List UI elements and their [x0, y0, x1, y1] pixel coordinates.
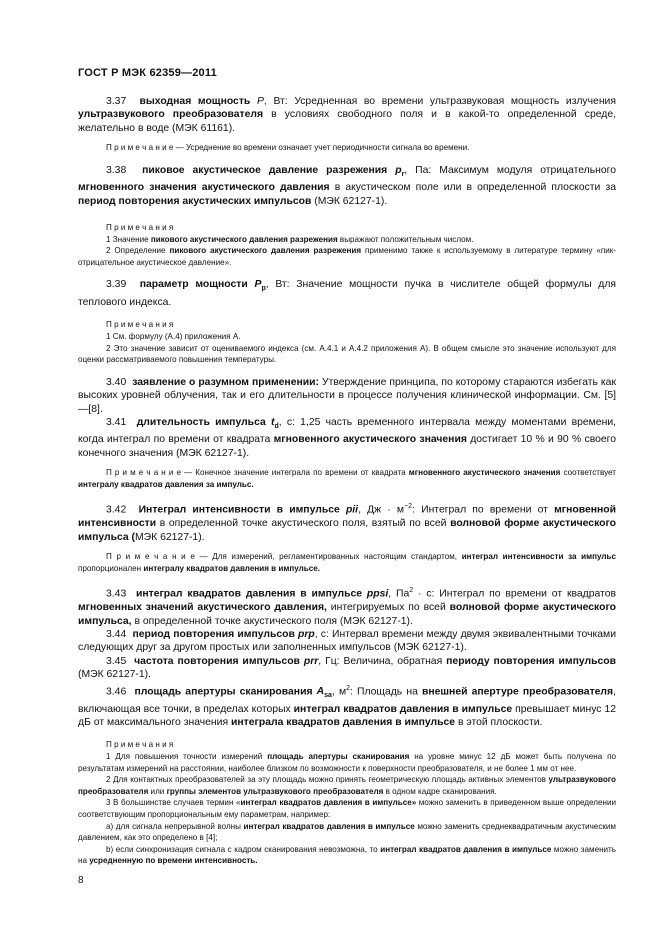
notes-label: П р и м е ч а н и я — [106, 223, 174, 233]
term-ref: интеграл квадратов давления в импульсе — [380, 844, 552, 854]
term: заявление о разумном применении: — [132, 376, 319, 388]
symbol-sub: sa — [324, 692, 332, 700]
clause-3-45 — [78, 655, 616, 682]
text: на уровне минус 12 дБ может быть получена по результатам измерений на расстоянии, наиболее близком по возможности к поверхности преобразователя, и не более 1 мм от нее. — [78, 752, 616, 773]
text: пропорционален — [78, 563, 144, 573]
term-ref: мгновенного акустического значения — [273, 434, 467, 446]
term: частота повторения импульсов — [134, 655, 300, 667]
text: 2 Определение — [106, 246, 170, 256]
note-3-41 — [78, 467, 616, 490]
term-ref: ультразвукового преобразователя — [78, 775, 616, 796]
note-2: 2 Это значение зависит от оцениваемого индекса (см. А.4.1 и А.4.2 приложения А). В общем смысле это значение используют для оценки рассматриваемого повышения температуры. — [78, 343, 616, 365]
note-1: 1 См. формулу (А.4) приложения А. — [106, 331, 241, 341]
symbol: ppsi — [366, 588, 389, 600]
clause-number: 3.37 — [106, 96, 127, 107]
text: 3 В большинстве случаев термин « — [106, 798, 241, 808]
term-ref: волновой форме акустического импульса ( — [78, 518, 617, 543]
text: можно заменить на — [78, 844, 616, 866]
clause-number: 3.42 — [106, 504, 127, 516]
term-ref: площадь апертуры сканирования — [267, 752, 410, 761]
note-1 — [78, 751, 616, 774]
clause-number: 3.43 — [106, 588, 127, 600]
term: Интеграл интенсивности в импульсе — [138, 504, 340, 516]
clause-number: 3.41 — [106, 416, 127, 428]
term-ref: мгновенных значений акустического давления, — [78, 602, 327, 614]
symbol-sub: p — [261, 285, 266, 293]
term-ref: пикового акустического давления разрежения — [169, 246, 362, 256]
term: интеграл квадратов давления в импульсе — [135, 588, 363, 600]
document-header: ГОСТ Р МЭК 62359—2011 — [78, 67, 217, 79]
text: в определенной точке акустического поля (МЭК 62127-1). — [131, 615, 413, 627]
superscript: 2 — [409, 587, 414, 595]
symbol: P — [254, 279, 262, 291]
text: достигает 10 % и 90 % своего конечного значения (МЭК 62127-1). — [78, 434, 617, 459]
term-ref: интегралу квадратов давления в импульсе. — [143, 563, 321, 573]
term-ref: пикового акустического давления разрежения — [150, 234, 338, 244]
notes-label: П р и м е ч а н и я — [106, 320, 174, 330]
text: , с: 1,25 часть временного интервала между моментами времени, когда интеграл по времени от квадрата — [78, 416, 617, 446]
note-label: П р и м е ч а н и е — [106, 143, 174, 153]
text: 1 Для повышения точности измерений — [106, 752, 268, 761]
text: : Площадь на — [350, 686, 422, 698]
text: b) если синхронизация сигнала с кадром сканирования невозможна, то — [106, 844, 381, 854]
note-2 — [78, 245, 616, 268]
term-ref: интеграл квадратов давления в импульсе — [243, 821, 415, 831]
clause-3-41 — [78, 416, 616, 460]
text: (МЭК 62127-1). — [78, 669, 152, 681]
term-ref: мгновенного акустического значения — [408, 468, 561, 478]
text: соответствует — [560, 468, 616, 478]
term-ref: ультразвукового преобразователя — [78, 109, 264, 121]
term-ref: интегралу квадратов давления за импульс. — [78, 479, 254, 489]
term-ref: период повторения акустических импульсов — [78, 195, 312, 207]
notes-label: П р и м е ч а н и я — [106, 740, 174, 750]
note-3-37 — [78, 142, 616, 154]
symbol: prp — [298, 629, 315, 641]
superscript: −2 — [404, 503, 413, 511]
superscript: 2 — [346, 684, 350, 692]
text: — Конечное значение интеграла по времени от квадрата — [180, 468, 409, 478]
term: пиковое акустическое давление разрежения — [142, 164, 388, 176]
text: в этой плоскости. — [455, 717, 543, 728]
clause-3-37 — [78, 95, 616, 135]
term-ref: группы элементов ультразвукового преобразователя — [166, 786, 384, 796]
clause-number: 3.40 — [106, 376, 127, 388]
note-2 — [78, 774, 616, 797]
term-ref: периоду повторения импульсов — [446, 655, 616, 667]
text: — Для измерений, регламентированных настоящим стандартом, — [194, 552, 462, 562]
text: Утверждение принципа, по которому стараются избегать как высоких уровней облучения, так и его длительности в процессе получения клинической информации. См. [5]—[8]. — [78, 376, 616, 415]
text: : Интеграл по времени от — [412, 504, 555, 516]
term-ref: интеграл интенсивности за импульс — [461, 552, 617, 562]
clause-3-43 — [78, 584, 616, 628]
text: , включающая все точки, в пределах которых — [78, 686, 616, 715]
text: , Па — [388, 588, 410, 600]
note-3a — [78, 821, 616, 844]
clause-number: 3.46 — [106, 686, 127, 698]
symbol: p — [395, 164, 402, 176]
term-ref: волновой форме акустического импульса, — [78, 602, 617, 627]
term: параметр мощности — [139, 279, 248, 291]
clause-number: 3.38 — [106, 164, 127, 176]
clause-3-38 — [78, 164, 616, 208]
text: интегрируемых по всей — [326, 602, 450, 614]
note-3-42 — [78, 551, 616, 574]
text: или — [148, 786, 167, 796]
note-label: П р и м е ч а н и е — [106, 468, 181, 478]
note-text: — Усреднение во времени означает учет периодичности сигнала во времени. — [173, 143, 470, 153]
symbol: t — [271, 416, 275, 428]
text: , Дж · м — [358, 504, 405, 516]
clause-3-40 — [78, 376, 616, 416]
note-3b — [78, 844, 616, 867]
symbol: A — [316, 686, 325, 698]
text: , м — [331, 686, 347, 698]
term-ref: мгновенного значения акустического давления — [78, 182, 330, 194]
symbol-sub: r — [401, 170, 405, 178]
clause-number: 3.39 — [106, 279, 127, 291]
clause-3-39 — [78, 278, 616, 309]
text: можно заменить в приведенном выше определении соответствующим пропорциональным ему параметрам, например: — [78, 798, 616, 819]
term-ref: интеграла квадратов давления в импульсе — [231, 717, 456, 728]
text: в определенной точке акустического поля, взятый по всей — [156, 518, 451, 530]
term: площадь апертуры сканирования — [134, 686, 313, 698]
document-body — [78, 95, 616, 867]
text: 2 Для контактных преобразователей за эту площадь можно принять геометрическую площадь активных элементов — [106, 775, 549, 785]
term-ref: интеграл квадратов давления в импульсе» — [240, 798, 417, 808]
note-label: П р и м е ч а н и е — [106, 552, 195, 562]
note-3 — [78, 797, 616, 820]
text: МЭК 62127-1). — [135, 531, 205, 543]
text: 1 Значение — [106, 234, 151, 244]
symbol: P — [256, 96, 264, 107]
text: , Гц: Величина, обратная — [318, 655, 447, 667]
clause-3-42 — [78, 500, 616, 544]
clause-3-46 — [78, 682, 616, 730]
clause-number: 3.44 — [106, 629, 127, 641]
term-ref: интеграл квадратов давления в импульсе — [293, 703, 513, 715]
clause-3-44 — [78, 628, 616, 655]
text: выражают положительным числом. — [337, 234, 474, 244]
text: в акустическом поле или в определенной плоскости за — [329, 182, 616, 194]
term-ref: мгновенной интенсивности — [78, 504, 617, 530]
text: , с: Интервал времени между двумя эквивалентными точками следующих друг за другом простых или заполненных импульсов (МЭК 62127-1). — [78, 629, 617, 654]
term-ref: внешней апертуре преобразователя — [421, 686, 614, 698]
text: , Вт: Значение мощности пучка в числителе общей формулы для теплового индекса. — [78, 279, 617, 308]
clause-number: 3.45 — [106, 655, 127, 667]
term: период повторения импульсов — [132, 629, 295, 641]
text: (МЭК 62127-1). — [311, 195, 388, 207]
text: , Вт: Усредненная во времени ультразвуковая мощность излучения — [263, 96, 616, 107]
text: в одном кадре сканирования. — [383, 786, 497, 796]
symbol: prr — [303, 655, 319, 667]
symbol: pii — [345, 504, 359, 516]
text: в условиях свободного поля и в какой-то определенной среде, желательно в воде (МЭК 61161). — [78, 109, 617, 134]
text: превышает минус 12 дБ от максимального значения — [78, 703, 616, 728]
note-1 — [78, 234, 616, 246]
text: а) для сигнала непрерывной волны — [106, 821, 244, 831]
text: применимо также к используемому в литературе термину «пик-отрицательное акустическое давление». — [78, 246, 616, 267]
text: · с: Интеграл по времени от квадратов — [413, 588, 617, 600]
text: , Па: Максимум модуля отрицательного — [404, 164, 616, 176]
term: длительность импульса — [136, 416, 266, 428]
text: можно заменить среднеквадратичным акустическим давлением, как это определено в [4]; — [78, 821, 616, 843]
page-number: 8 — [78, 875, 84, 886]
term: выходная мощность — [139, 96, 251, 107]
symbol-sub: d — [274, 423, 279, 431]
term-ref: усредненную по времени интенсивность. — [89, 856, 258, 866]
